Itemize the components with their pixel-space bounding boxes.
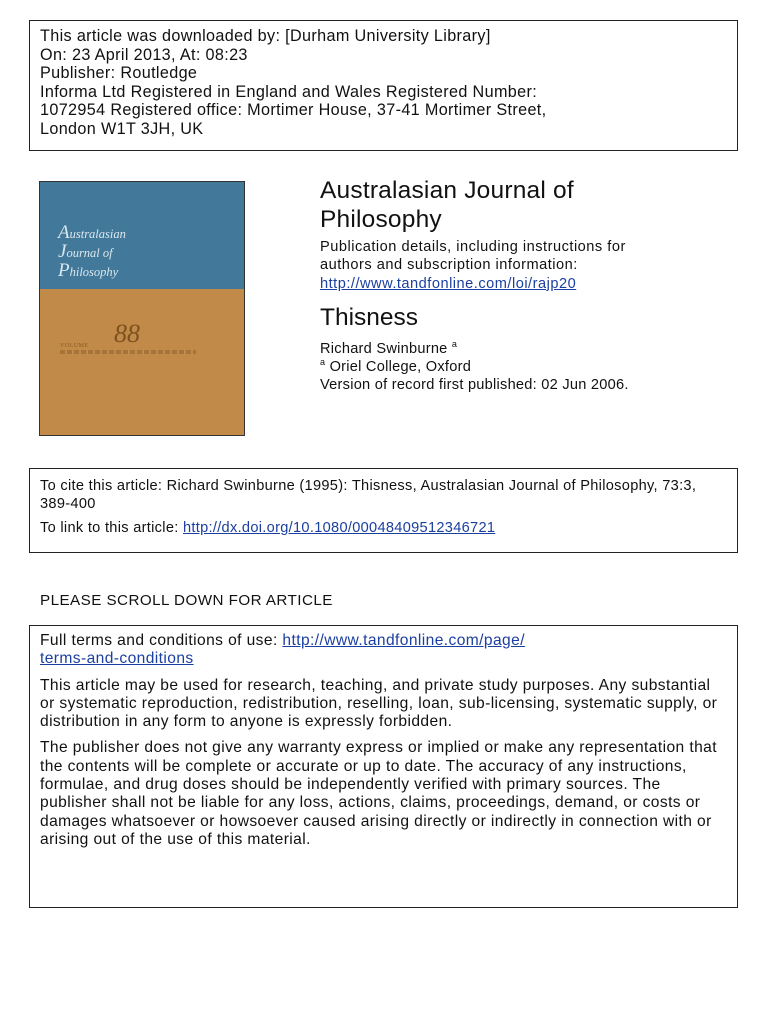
version-of-record: Version of record first published: 02 Jun 2006. [320, 377, 629, 394]
citation-text: To cite this article: Richard Swinburne (1995): Thisness, Australasian Journal of Philosophy, 73:3, 389-400 [40, 478, 697, 512]
cover-title-rest: hilosophy [69, 265, 119, 279]
cover-volume-number: 88 [114, 319, 140, 348]
download-notice-line: On: 23 April 2013, At: 08:23 [40, 45, 248, 64]
publication-details-line: Publication details, including instructions for [320, 239, 626, 255]
journal-title-line: Australasian Journal of [320, 177, 574, 204]
terms-lead-paragraph [40, 632, 727, 669]
download-notice-line: Publisher: Routledge [40, 64, 198, 83]
author-line [320, 340, 740, 358]
publication-details [320, 238, 740, 293]
journal-url-link[interactable]: http://www.tandfonline.com/loi/rajp20 [320, 275, 577, 292]
terms-usage-paragraph: This article may be used for research, teaching, and private study purposes. Any substantial or systematic reproduction, redistribution, reselling, loan, sub-licensing, systematic supply, or distribution in any form to anyone is expressly forbidden. [40, 676, 718, 731]
download-notice-line: This article was downloaded by: [Durham University Library] [40, 27, 491, 45]
affiliation-line [320, 358, 740, 376]
citation-link-label: To link to this article: [40, 520, 183, 536]
journal-title-line: Philosophy [320, 206, 442, 233]
terms-url-part: terms-and-conditions [40, 650, 194, 668]
terms-lead-text: Full terms and conditions of use: [40, 632, 283, 649]
cover-title-rest: ournal of [66, 246, 113, 260]
cover-title-rest: ustralasian [69, 227, 126, 241]
download-notice-line: 1072954 Registered office: Mortimer House, 37-41 Mortimer Street, [40, 101, 547, 120]
terms-url-part: http://www.tandfonline.com/page/ [282, 632, 525, 649]
cover-title-cap: P [58, 260, 70, 281]
author-superscript: a [451, 338, 458, 349]
download-notice-line: London W1T 3JH, UK [40, 119, 204, 138]
download-notice-line: Informa Ltd Registered in England and Wales Registered Number: [40, 82, 538, 101]
cover-title [58, 224, 126, 281]
journal-details [320, 176, 740, 395]
cover-bottom-panel [40, 289, 244, 436]
cover-volume-label: VOLUME [60, 343, 89, 349]
citation-box [29, 468, 738, 553]
scroll-down-note: PLEASE SCROLL DOWN FOR ARTICLE [40, 592, 333, 609]
cover-decorative-strip [60, 350, 196, 354]
journal-title [320, 176, 740, 234]
affiliation-text: Oriel College, Oxford [325, 359, 472, 376]
doi-link[interactable]: http://dx.doi.org/10.1080/00048409512346721 [182, 520, 496, 536]
publication-details-line: authors and subscription information: [320, 257, 578, 274]
cover-title-cap: A [58, 222, 70, 243]
citation-link-row [40, 519, 727, 537]
article-title: Thisness [320, 303, 419, 331]
cover-title-cap: J [58, 241, 67, 262]
affiliation-superscript: a [320, 357, 326, 368]
author-name: Richard Swinburne [320, 340, 448, 357]
terms-box [29, 625, 738, 908]
article-meta [320, 340, 740, 395]
download-notice-box [29, 20, 738, 151]
terms-warranty-paragraph: The publisher does not give any warranty express or implied or make any representation that the contents will be complete or accurate or up to date. The accuracy of any instructions, formulae, and drug doses should be independently verified with primary sources. The publisher shall not be liable for any loss, actions, claims, proceedings, demand, or costs or damages whatsoever or howsoever caused arising directly or indirectly in connection with or arising out of the use of this material. [40, 739, 717, 848]
journal-cover-image [39, 181, 245, 436]
